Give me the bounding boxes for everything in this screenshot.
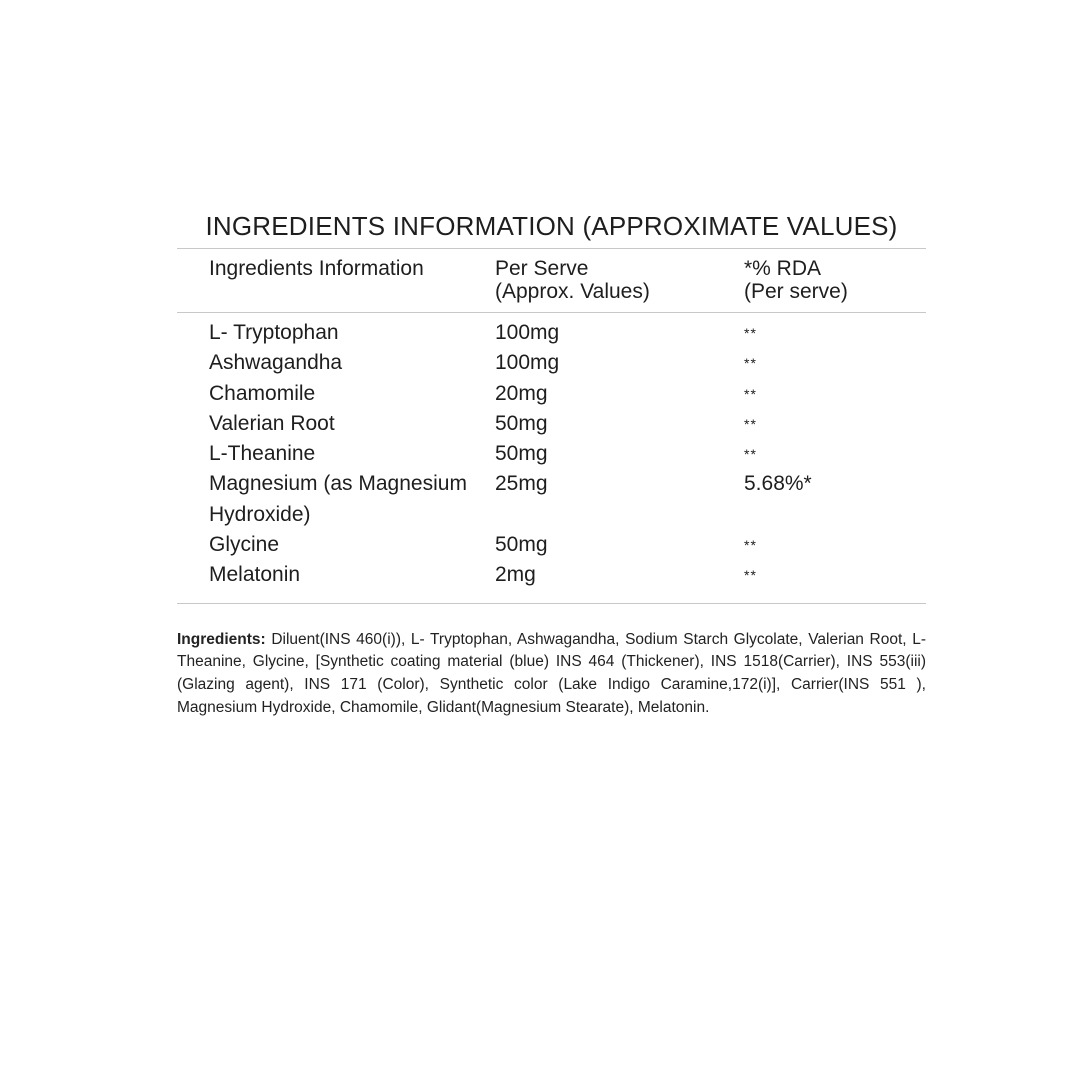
table-body [177, 313, 926, 603]
ingredient-amount: 100mg [495, 321, 560, 344]
ingredient-rda: ** [744, 355, 757, 372]
page-title: INGREDIENTS INFORMATION (APPROXIMATE VALUES) [205, 211, 898, 241]
ingredient-rda: ** [744, 446, 757, 463]
header-per-serve: Per Serve (Approx. Values) [495, 257, 650, 303]
ingredients-text: Diluent(INS 460(i)), L- Tryptophan, Ashwagandha, Sodium Starch Glycolate, Valerian Root, L-Theanine, Glycine, [Synthetic coating material (blue) INS 464 (Thickener), INS 1518(Carrier), INS 553(iii)(Glazing agent), INS 171 (Color), Synthetic color (Lake Indigo Caramine,172(i)], Carrier(INS 551 ), Magnesium Hydroxide, Chamomile, Glidant(Magnesium Stearate), Melatonin. [177, 630, 926, 717]
ingredient-name: Melatonin [209, 563, 301, 587]
ingredient-rda: ** [744, 537, 757, 554]
ingredient-rda: ** [744, 567, 757, 584]
ingredient-amount: 20mg [495, 381, 548, 405]
ingredients-panel [177, 208, 926, 735]
ingredients-label: Ingredients: [177, 630, 266, 648]
ingredient-rda: ** [744, 325, 757, 341]
table-row [177, 348, 926, 378]
ingredient-name: Chamomile [209, 381, 316, 405]
ingredient-amount: 100mg [495, 351, 560, 375]
ingredient-amount: 50mg [495, 442, 548, 466]
ingredient-name: L-Theanine [209, 442, 316, 466]
ingredient-amount: 2mg [495, 563, 536, 587]
header-rda: *% RDA (Per serve) [744, 257, 848, 303]
ingredient-rda: ** [744, 385, 757, 402]
table-header [177, 249, 926, 312]
ingredient-amount: 50mg [495, 411, 548, 435]
table-row [177, 379, 926, 409]
ingredient-name: Valerian Root [209, 411, 335, 435]
header-ingredient: Ingredients Information [209, 257, 424, 280]
table-row [177, 530, 926, 560]
ingredient-amount: 50mg [495, 533, 548, 557]
ingredient-name: Ashwagandha [209, 351, 343, 375]
ingredient-rda: 5.68%* [744, 472, 812, 496]
ingredient-name: Magnesium (as Magnesium Hydroxide) [209, 472, 467, 526]
table-row [177, 439, 926, 469]
ingredient-rda: ** [744, 415, 757, 432]
ingredients-paragraph [177, 629, 926, 720]
table-row [177, 318, 926, 348]
ingredient-name: L- Tryptophan [209, 321, 339, 344]
divider-bottom [177, 603, 926, 604]
ingredient-amount: 25mg [495, 472, 548, 496]
table-row [177, 560, 926, 590]
table-row [177, 469, 926, 530]
ingredient-name: Glycine [209, 533, 280, 557]
table-row [177, 409, 926, 439]
